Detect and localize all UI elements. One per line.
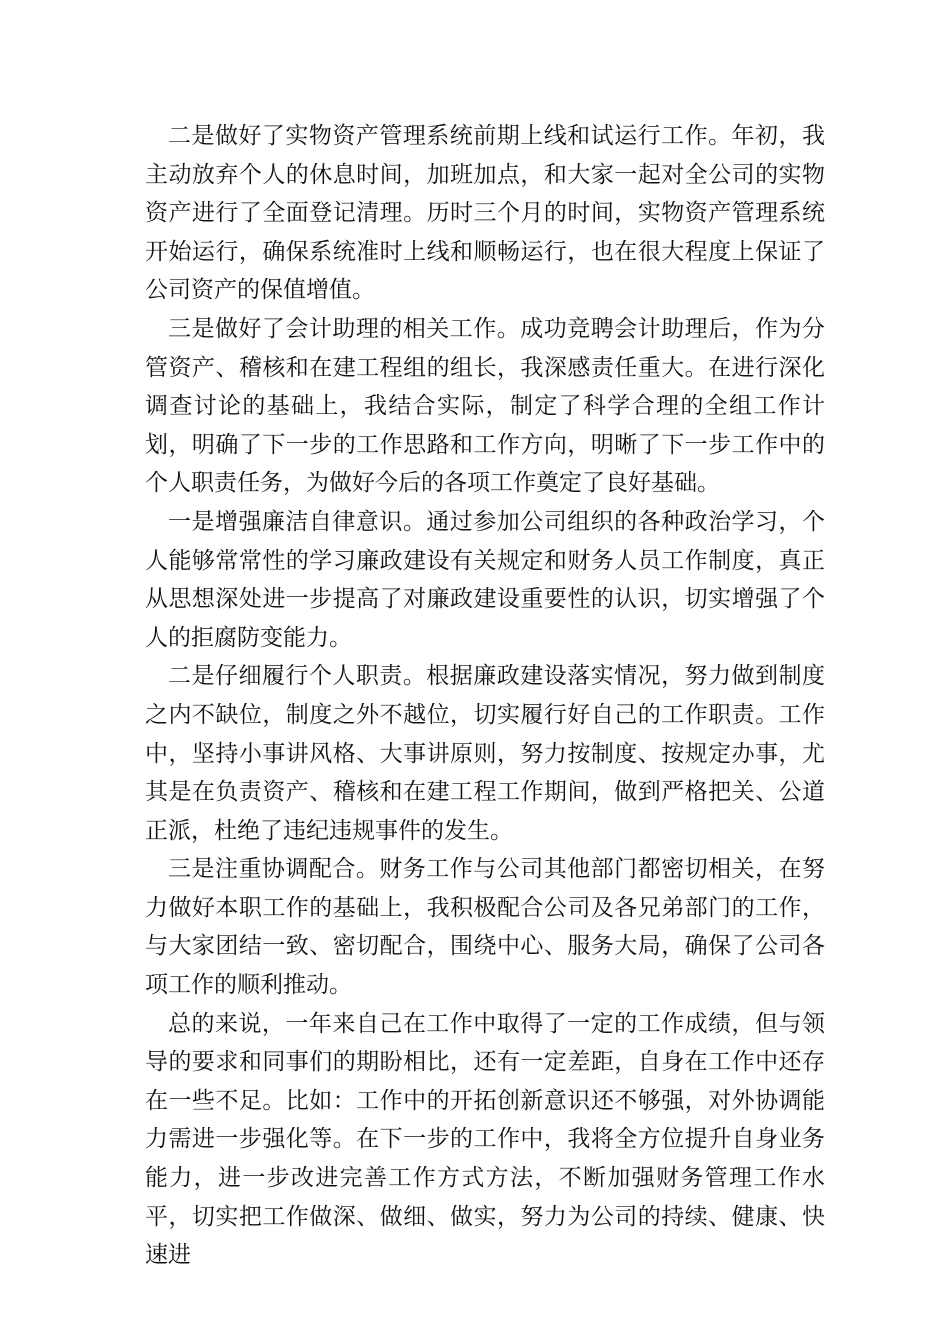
document-body [145,117,825,1275]
paragraph-4: 二是仔细履行个人职责。根据廉政建设落实情况，努力做到制度之内不缺位，制度之外不越位，切实履行好自己的工作职责。工作中，坚持小事讲风格、大事讲原则，努力按制度、按规定办事，尤其是在负责资产、稽核和在建工程工作期间，做到严格把关、公道正派，杜绝了违纪违规事件的发生。 [145,663,825,844]
paragraph-6: 总的来说，一年来自己在工作中取得了一定的工作成绩，但与领导的要求和同事们的期盼相比，还有一定差距，自身在工作中还存在一些不足。比如：工作中的开拓创新意识还不够强，对外协调能力需进一步强化等。在下一步的工作中，我将全方位提升自身业务能力，进一步改进完善工作方式方法，不断加强财务管理工作水平，切实把工作做深、做细、做实，努力为公司的持续、健康、快速进 [145,1010,825,1269]
paragraph-2: 三是做好了会计助理的相关工作。成功竞聘会计助理后，作为分管资产、稽核和在建工程组的组长，我深感责任重大。在进行深化调查讨论的基础上，我结合实际，制定了科学合理的全组工作计划，明确了下一步的工作思路和工作方向，明晰了下一步工作中的个人职责任务，为做好今后的各项工作奠定了良好基础。 [145,315,825,497]
paragraph-3: 一是增强廉洁自律意识。通过参加公司组织的各种政治学习，个人能够常常性的学习廉政建设有关规定和财务人员工作制度，真正从思想深处进一步提高了对廉政建设重要性的认识，切实增强了个人的拒腐防变能力。 [145,508,825,651]
paragraph-5: 三是注重协调配合。财务工作与公司其他部门都密切相关，在努力做好本职工作的基础上，我积极配合公司及各兄弟部门的工作，与大家团结一致、密切配合，围绕中心、服务大局，确保了公司各项工作的顺利推动。 [145,856,825,999]
paragraph-1: 二是做好了实物资产管理系统前期上线和试运行工作。年初，我主动放弃个人的休息时间，加班加点，和大家一起对全公司的实物资产进行了全面登记清理。历时三个月的时间，实物资产管理系统开始运行，确保系统准时上线和顺畅运行，也在很大程度上保证了公司资产的保值增值。 [145,123,825,304]
